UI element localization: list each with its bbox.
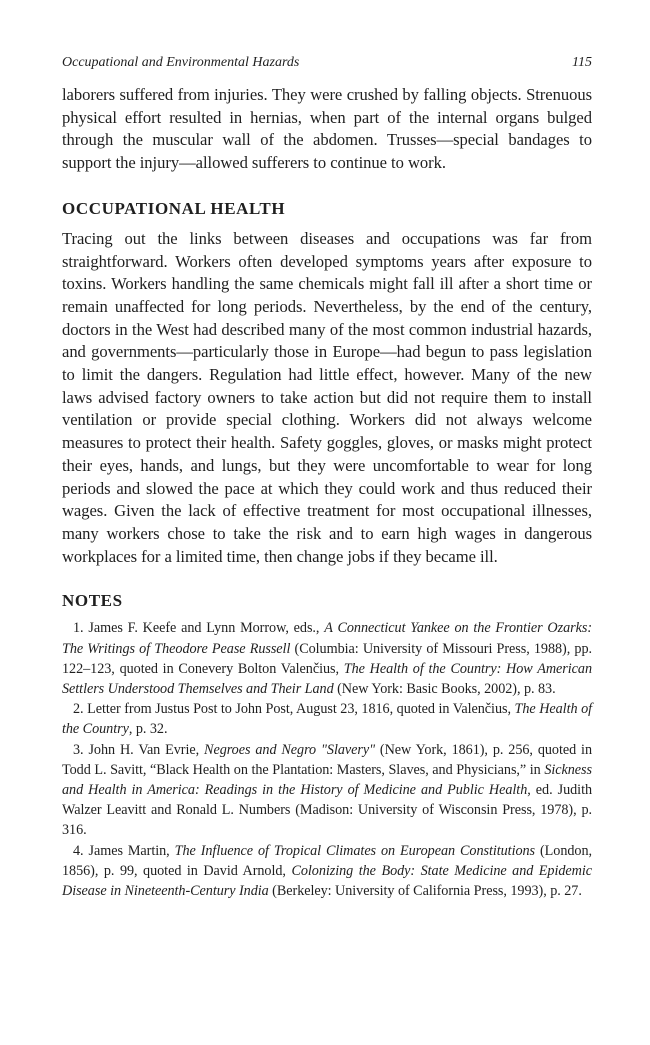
note-text: , ed. Judith Walzer Leavitt and Ronald L. Numbers (Madison: University of Wisconsin Press, 1978), p. 316.: [62, 781, 593, 839]
page-number: 115: [572, 55, 592, 70]
book-page: [62, 54, 592, 901]
note-text: , p. 32.: [128, 721, 168, 738]
intro-paragraph: laborers suffered from injuries. They were crushed by falling objects. Strenuous physical effort resulted in hernias, when part of the internal organs bulged through the muscular wall of the abdomen. Trusses—special bandages to support the injury—allowed sufferers to continue to work.: [62, 85, 592, 173]
note-text: 4. James Martin,: [73, 842, 175, 859]
note-text: 3. John H. Van Evrie,: [73, 741, 205, 758]
note-title: Colonizing the Body: State Medicine and Epidemic Disease in Nineteenth-Century India: [62, 862, 592, 899]
note-title: The Influence of Tropical Climates on European Constitutions: [174, 842, 536, 859]
note-title: Negroes and Negro "Slavery": [204, 741, 376, 758]
note-text: (New York, 1861), p. 256, quoted in Todd L. Savitt, “Black Health on the Plantation: Masters, Slaves, and Physicians,” in: [62, 741, 592, 778]
note-text: (London, 1856), p. 99, quoted in David Arnold,: [62, 842, 592, 879]
note-text: (Columbia: University of Missouri Press, 1988), pp. 122–123, quoted in Conevery Bolton Valenčius,: [62, 640, 592, 677]
note-item: [62, 618, 592, 699]
note-title: Sickness and Health in America: Readings in the History of Medicine and Public Health: [62, 761, 592, 798]
running-head: [62, 54, 592, 72]
note-text: (New York: Basic Books, 2002), p. 83.: [333, 680, 556, 697]
running-head-title: Occupational and Environmental Hazards: [62, 55, 300, 70]
note-text: (Berkeley: University of California Press, 1993), p. 27.: [268, 883, 582, 899]
section-paragraph: Tracing out the links between diseases and occupations was far from straightforward. Workers often developed symptoms years after exposure to toxins. Workers handling the same chemicals might fall ill after a short time or remain unaffected for long periods. Nevertheless, by the end of the century, doctors in the West had described many of the most common industrial hazards, and governments—particularly those in Europe—had begun to pass legislation to limit the dangers. Regulation had little effect, however. Many of the new laws advised factory owners to take action but did not require them to install ventilation or provide special clothing. Workers did not always welcome measures to protect their health. Safety goggles, gloves, or masks might protect their eyes, hands, and lungs, but they were uncomfortable to wear for long periods and slowed the pace at which they could work and thus reduced their wages. Given the lack of effective treatment for most occupational illnesses, many workers chose to take the risk and to earn high wages in dangerous workplaces for a limited time, then change jobs if they became ill.: [62, 228, 592, 566]
section-heading: OCCUPATIONAL HEALTH: [62, 198, 286, 218]
note-text: 2. Letter from Justus Post to John Post, August 23, 1816, quoted in Valenčius,: [73, 701, 515, 718]
note-title: The Health of the Country: [62, 701, 593, 738]
note-title: The Health of the Country: How American Settlers Understood Themselves and Their Land: [62, 660, 592, 697]
note-item: [62, 740, 592, 841]
note-item: [62, 841, 592, 902]
note-item: [62, 699, 592, 739]
notes-list: [62, 618, 592, 901]
notes-heading: NOTES: [62, 591, 123, 611]
note-text: 1. James F. Keefe and Lynn Morrow, eds.,: [73, 620, 325, 637]
note-title: A Connecticut Yankee on the Frontier Ozarks: The Writings of Theodore Pease Russell: [62, 620, 592, 657]
